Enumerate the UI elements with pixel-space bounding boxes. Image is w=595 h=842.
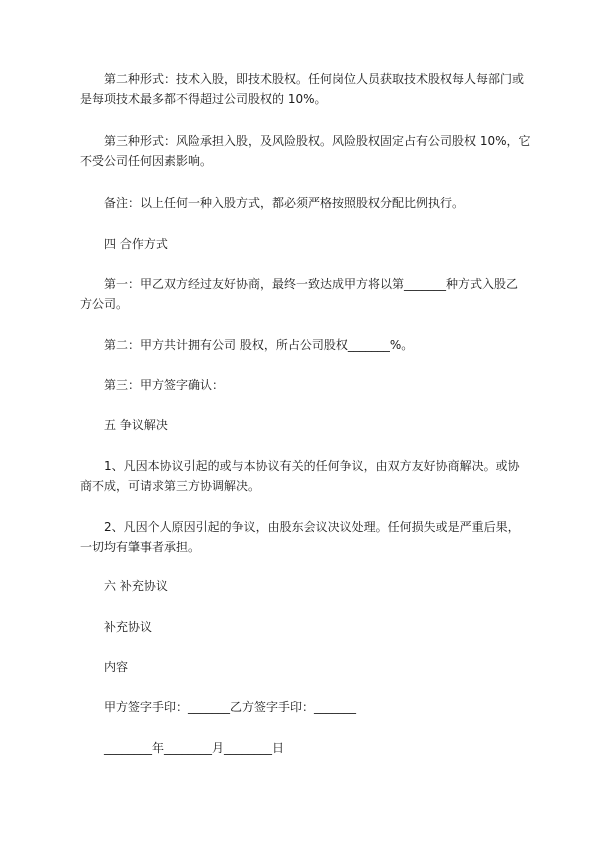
section-heading: 六 补充协议 bbox=[104, 579, 168, 593]
paragraph-cooperation-first bbox=[80, 274, 520, 314]
text-line: 2、凡因个人原因引起的争议，由股东会议决议处理。任何损失或是严重后果， bbox=[104, 520, 520, 534]
text-line: 不受公司任何因素影响。 bbox=[80, 154, 213, 168]
text-line: 甲方签字手印：_______乙方签字手印：_______ bbox=[104, 700, 357, 714]
text-line: 第二种形式：技术入股，即技术股权。任何岗位人员获取技术股权每人每部门或 bbox=[104, 72, 525, 86]
text-line: 内容 bbox=[104, 660, 129, 674]
text-line: 商不成，可请求第三方协调解决。 bbox=[80, 479, 261, 493]
text-line: 备注：以上任何一种入股方式，都必须严格按照股权分配比例执行。 bbox=[104, 196, 465, 210]
text-line: ________年________月________日 bbox=[104, 741, 285, 755]
paragraph-dispute-2 bbox=[80, 517, 520, 557]
text-line: 方公司。 bbox=[80, 297, 129, 311]
section-heading-cooperation bbox=[80, 234, 520, 254]
paragraph-content-label bbox=[80, 657, 520, 677]
text-line: 第二：甲方共计拥有公司 股权，所占公司股权_______%。 bbox=[104, 338, 414, 352]
section-heading-dispute bbox=[80, 415, 520, 435]
signature-line bbox=[80, 697, 520, 717]
section-heading: 四 合作方式 bbox=[104, 237, 168, 251]
paragraph-risk-shares bbox=[80, 131, 531, 171]
text-line: 是每项技术最多都不得超过公司股权的 10%。 bbox=[80, 92, 327, 106]
text-line: 第一：甲乙双方经过友好协商，最终一致达成甲方将以第_______种方式入股乙 bbox=[104, 277, 519, 291]
text-line: 补充协议 bbox=[104, 620, 153, 634]
text-line: 一切均有肇事者承担。 bbox=[80, 540, 201, 554]
text-line: 第三：甲方签字确认： bbox=[104, 378, 225, 392]
paragraph-dispute-1 bbox=[80, 456, 520, 496]
text-line: 1、凡因本协议引起的或与本协议有关的任何争议，由双方友好协商解决。或协 bbox=[104, 459, 520, 473]
text-line: 第三种形式：风险承担入股，及风险股权。风险股权固定占有公司股权 10%，它 bbox=[104, 134, 531, 148]
date-line bbox=[80, 738, 520, 758]
paragraph-cooperation-second bbox=[80, 335, 520, 355]
section-heading: 五 争议解决 bbox=[104, 418, 168, 432]
paragraph-supplement-title bbox=[80, 617, 520, 637]
paragraph-cooperation-third bbox=[80, 375, 520, 395]
section-heading-supplement bbox=[80, 576, 520, 596]
paragraph-technology-shares bbox=[80, 69, 525, 109]
paragraph-remark bbox=[80, 193, 520, 213]
